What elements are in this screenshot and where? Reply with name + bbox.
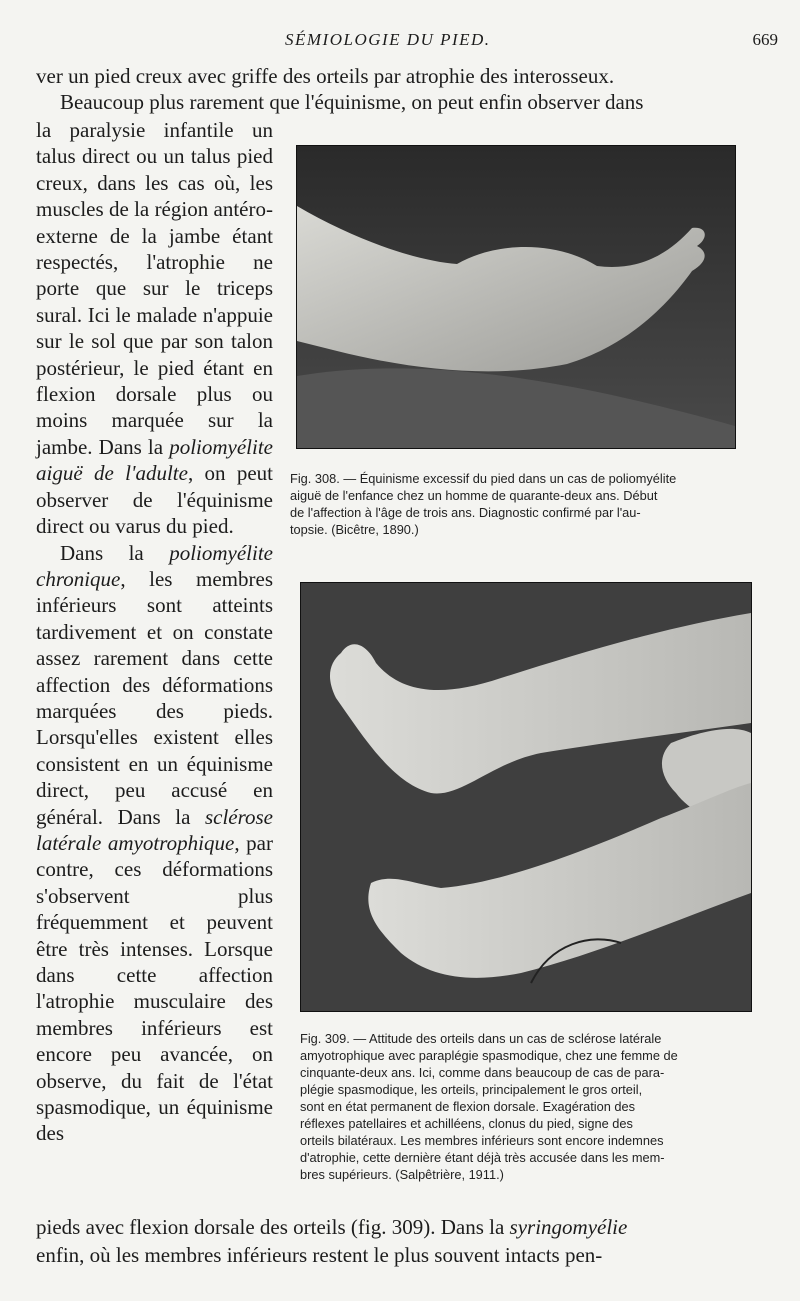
caption-line: de l'affection à l'âge de trois ans. Diagnostic confirmé par l'au- (290, 505, 641, 520)
caption-line: plégie spasmodique, les orteils, principalement le gros orteil, (300, 1082, 643, 1097)
caption-line: amyotrophique avec paraplégie spasmodique, chez une femme de (300, 1048, 678, 1063)
tail-line-1-text: pieds avec flexion dorsale des orteils (fig. 309). Dans la (36, 1215, 510, 1239)
figure-309-photo (300, 582, 752, 1012)
paragraph-2-start: Dans la (60, 540, 170, 565)
paragraph-2-end: , par contre, ces déformations s'observent plus fréquemment et peuvent être très intenses. Lorsque dans cette affection l'atrophie musculaire des membres inférieurs est encore peu avancée, on observe, du fait de l'état spasmodique, un équinisme des (36, 830, 273, 1146)
body-line-2: Beaucoup plus rarement que l'équinisme, on peut enfin observer dans (60, 90, 644, 114)
foot-equinus-illustration (297, 146, 735, 448)
legs-toes-flexion-illustration (301, 583, 751, 1011)
paragraph-1 (36, 117, 273, 540)
paragraph-2-italic-1: poliomyélite chronique (36, 540, 273, 591)
caption-line: cinquante-deux ans. Ici, comme dans beaucoup de cas de para- (300, 1065, 665, 1080)
running-header (0, 30, 800, 56)
body-column (36, 117, 273, 1147)
figure-309-caption (300, 1030, 762, 1183)
caption-line: aiguë de l'enfance chez un homme de quarante-deux ans. Début (290, 488, 658, 503)
caption-line: Fig. 308. — Équinisme excessif du pied dans un cas de poliomyélite (290, 471, 677, 486)
figure-308-caption (290, 470, 756, 538)
caption-line: orteils bilatéraux. Les membres inférieurs sont encore indemnes (300, 1133, 664, 1148)
running-title: SÉMIOLOGIE DU PIED. (285, 30, 491, 49)
paragraph-1-text: la paralysie infantile un talus direct ou un talus pied creux, dans les cas où, les muscles de la région antéro-externe de la jambe étant respectés, l'atrophie ne porte que sur le triceps sural. Ici le malade n'appuie sur le sol que par son talon postérieur, le pied étant en flexion dorsale plus ou moins marquée sur la jambe. Dans la (36, 118, 273, 459)
body-tail-line-1 (36, 1214, 766, 1240)
caption-line: Fig. 309. — Attitude des orteils dans un cas de sclérose latérale (300, 1031, 662, 1046)
page-number: 669 (752, 30, 778, 49)
caption-line: topsie. (Bicêtre, 1890.) (290, 522, 419, 537)
paragraph-2 (36, 540, 273, 1147)
tail-line-1-italic: syringomyélie (509, 1215, 628, 1239)
paragraph-2-italic-2: sclérose latérale amyotrophique (36, 804, 273, 855)
body-tail-line-2: enfin, où les membres inférieurs restent le plus souvent intacts pen- (36, 1243, 603, 1267)
caption-line: d'atrophie, cette dernière étant déjà très accusée dans les mem- (300, 1150, 665, 1165)
paragraph-1-italic: poliomyélite aiguë de l'adulte (36, 434, 273, 486)
caption-line: réflexes patellaires et achilléens, clonus du pied, signe des (300, 1116, 633, 1131)
paragraph-1-end: , on peut observer de l'équinisme direct ou varus du pied. (36, 461, 274, 539)
body-line-1: ver un pied creux avec griffe des orteils par atrophie des interosseux. (36, 64, 615, 88)
figure-308-photo (296, 145, 736, 449)
caption-line: bres supérieurs. (Salpêtrière, 1911.) (300, 1167, 504, 1182)
paragraph-2-mid: , les membres inférieurs sont atteints tardivement et on constate assez rarement dans cette affection des déformations marquées des pieds. Lorsqu'elles existent elles consistent en un équinisme direct, peu accusé en général. Dans la (36, 566, 273, 829)
caption-line: sont en état permanent de flexion dorsale. Exagération des (300, 1099, 636, 1114)
